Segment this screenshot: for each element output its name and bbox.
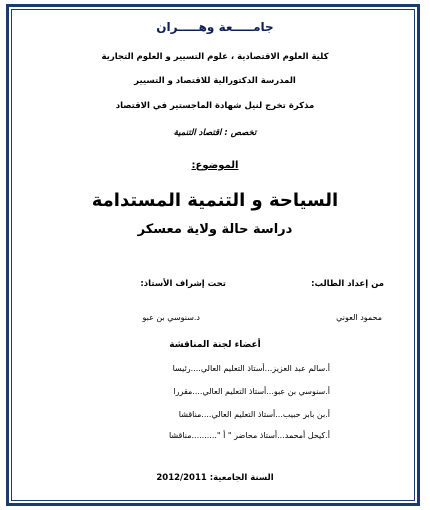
prepared-by-label: من إعداد الطالب: bbox=[311, 279, 384, 289]
supervisor-label: تحت إشراف الأستاذ: bbox=[140, 279, 226, 289]
university-name: جامـــــعة وهـــــران bbox=[156, 20, 274, 34]
topic-label: الموضوع: bbox=[191, 160, 239, 171]
jury-title: أعضاء لجنة المناقشة bbox=[169, 340, 261, 350]
doctoral-school-name: المدرسة الدكتورالية للاقتصاد و التسيير bbox=[134, 76, 296, 86]
thesis-subtitle: دراسة حالة ولاية معسكر bbox=[137, 222, 293, 237]
faculty-name: كلية العلوم الاقتصادية ، علوم التسيير و العلوم التجارية bbox=[101, 52, 329, 62]
thesis-type: مذكرة تخرج لنيل شهادة الماجستير في الاقتصاد bbox=[115, 101, 315, 111]
academic-year: السنة الجامعية: 2012/2011 bbox=[156, 473, 274, 483]
jury-member-4: أ.كيحل أمحمد...أستاذ محاضر " أ "..........مناقشا bbox=[168, 431, 330, 440]
jury-member-2: أ.سنوسي بن عبو...أستاذ التعليم العالي....مقررا bbox=[173, 387, 330, 396]
specialty: تخصص : اقتصاد التنمية bbox=[173, 128, 257, 138]
jury-member-1: أ.سالم عبد العزيز...أستاذ التعليم العالي....رئيسا bbox=[172, 364, 330, 373]
student-name: محمود العوني bbox=[336, 313, 382, 322]
thesis-title: السياحة و التنمية المستدامة bbox=[91, 190, 339, 211]
supervisor-name: د.سنوسي بن عبو bbox=[142, 313, 200, 322]
jury-member-3: أ.بن بابر حبيب...أستاذ التعليم العالي....مناقشا bbox=[178, 410, 330, 419]
